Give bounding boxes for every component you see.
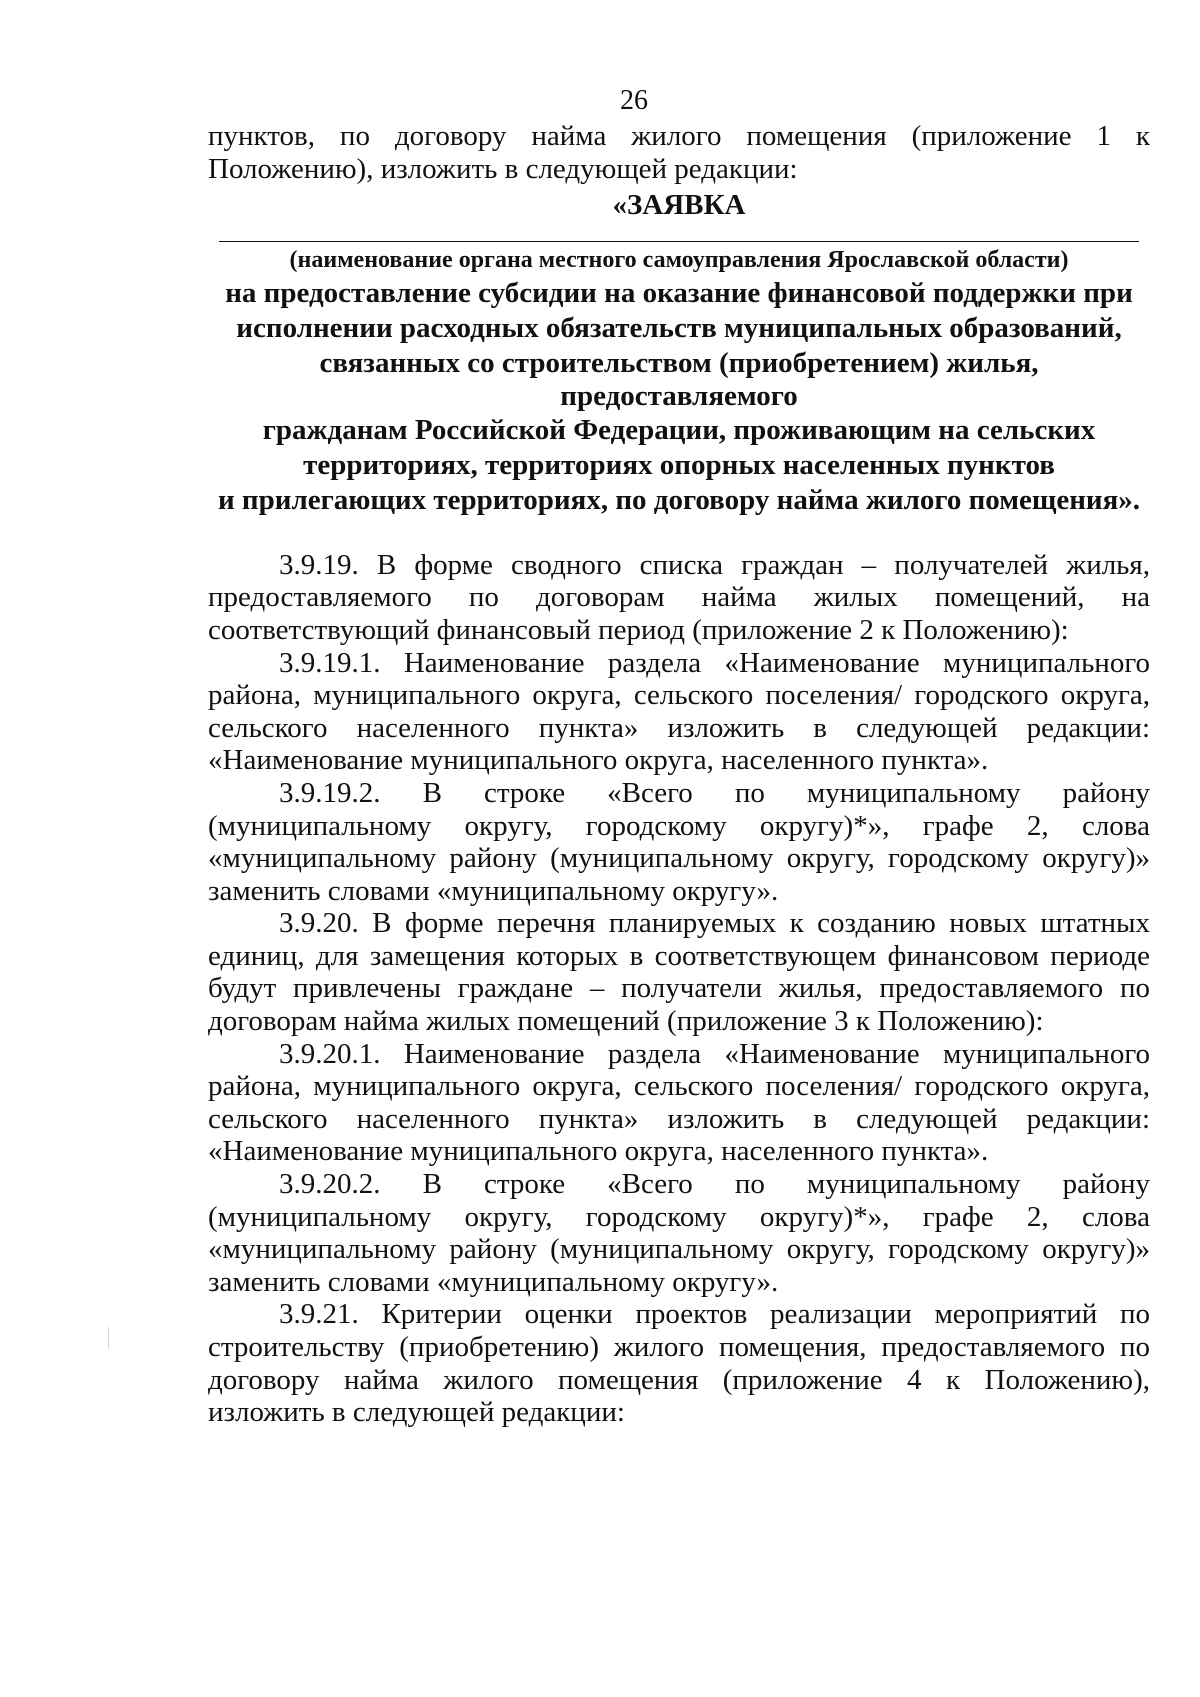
heading-line: территориях, территориях опорных населенных пунктов <box>303 449 1055 482</box>
paragraph-3-9-19-1: 3.9.19.1. Наименование раздела «Наименование муниципального района, муниципального округа, сельского поселения/ городского округа, сельского населенного пункта» изложить в следующей редакции: «Наименование муниципального округа, населенного пункта». <box>208 646 1150 777</box>
paragraph-3-9-20-2: 3.9.20.2. В строке «Всего по муниципальному району (муниципальному округу, городскому округу)*», графе 2, слова «муниципальному району (муниципальному округу, городскому округу)» заменить словами «муниципальному округу». <box>208 1168 1150 1298</box>
application-heading <box>208 277 1150 517</box>
paragraph-3-9-21: 3.9.21. Критерии оценки проектов реализации мероприятий по строительству (приобретению) жилого помещения, предоставляемого по договору найма жилого помещения (приложение 4 к Положению), изложить в следующей редакции: <box>208 1298 1150 1429</box>
document-page <box>208 84 1150 1429</box>
paragraph-3-9-19: 3.9.19. В форме сводного списка граждан – получателей жилья, предоставляемого по договорам найма жилых помещений, на соответствующий финансовый период (приложение 2 к Положению): <box>208 548 1150 646</box>
paragraph-3-9-20-1: 3.9.20.1. Наименование раздела «Наименование муниципального района, муниципального округа, сельского поселения/ городского округа, сельского населенного пункта» изложить в следующей редакции: «Наименование муниципального округа, населенного пункта». <box>208 1037 1150 1168</box>
intro-line-2: Положению), изложить в следующей редакции: <box>208 152 798 185</box>
heading-line: и прилегающих территориях, по договору найма жилого помещения». <box>217 483 1141 516</box>
intro-line-1: пунктов, по договору найма жилого помещения (приложение 1 к <box>208 120 1150 152</box>
paragraph-3-9-20: 3.9.20. В форме перечня планируемых к созданию новых штатных единиц, для замещения которых в соответствующем финансовом периоде будут привлечены граждане – получатели жилья, предоставляемого по договорам найма жилых помещений (приложение 3 к Положению): <box>208 907 1150 1038</box>
paragraph-3-9-19-2: 3.9.19.2. В строке «Всего по муниципальному району (муниципальному округу, городскому округу)*», графе 2, слова «муниципальному району (муниципальному округу, городскому округу)» заменить словами «муниципальному округу». <box>208 776 1150 907</box>
heading-line: связанных со строительством (приобретением) жилья, предоставляемого <box>319 346 1039 412</box>
org-name-caption: (наименование органа местного самоуправления Ярославской области) <box>289 247 1069 274</box>
org-name-blank-line <box>219 241 1139 242</box>
page-number: 26 <box>620 85 648 116</box>
heading-line: на предоставление субсидии на оказание финансовой поддержки при <box>225 277 1133 310</box>
heading-line: исполнении расходных обязательств муниципальных образований, <box>236 311 1122 344</box>
document-title: «ЗАЯВКА <box>612 189 746 222</box>
scan-margin-mark <box>108 1327 109 1349</box>
spacer <box>208 517 1150 549</box>
heading-line: гражданам Российской Федерации, проживающим на сельских <box>262 414 1096 447</box>
